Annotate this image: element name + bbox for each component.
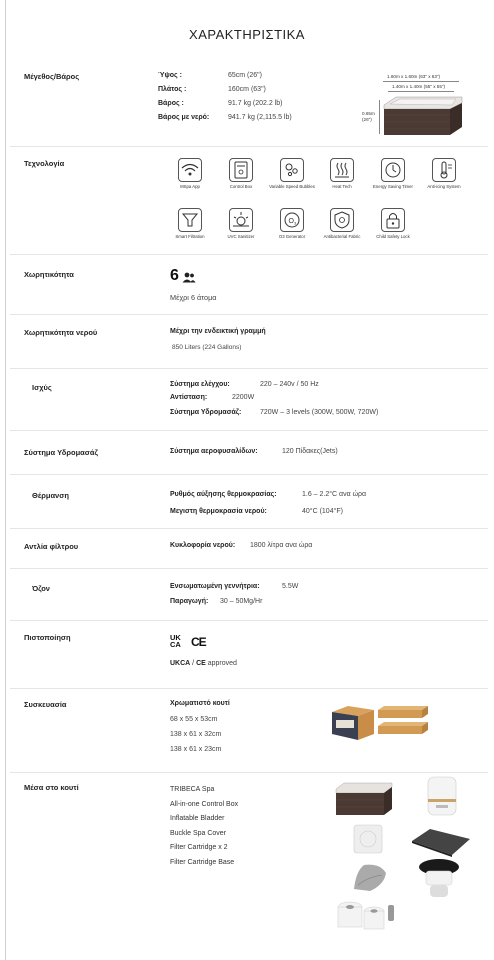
inbox-item: Filter Cartridge Base — [170, 859, 235, 866]
spa-tub-image — [334, 781, 394, 817]
weight-water-key: Βάρος με νερό: — [158, 114, 210, 121]
packaging-label: Συσκευασία — [24, 700, 67, 709]
pump-label: Αντλία φίλτρου — [24, 542, 79, 551]
technology-caption: Smart Filtration — [175, 234, 205, 239]
technology-caption: Child Safety Lock — [376, 234, 410, 239]
technology-caption: Variable Speed Bubbles — [269, 184, 315, 189]
massage-value: 120 Πίδακες(Jets) — [282, 448, 338, 455]
dim-outer-line — [383, 81, 459, 82]
antibacterial-icon — [330, 208, 354, 232]
technology-label: Τεχνολογία — [24, 159, 65, 168]
heating-label: Θέρμανση — [32, 491, 69, 500]
cert-sep: / — [190, 660, 197, 667]
control-box-icon — [229, 158, 253, 182]
ukca-text: UKCA — [170, 660, 191, 667]
massage-key: Σύστημα αεροφυσαλίδων: — [170, 448, 258, 455]
lock-icon — [381, 208, 405, 232]
dim-inner-label: 1.40m x 1.40m (55" x 55") — [392, 84, 446, 89]
capacity-label: Χωρητικότητα — [24, 270, 74, 279]
technology-caption: Control Box — [229, 184, 253, 189]
section-pump — [10, 528, 488, 569]
ozone-label: Όζον — [32, 584, 50, 593]
ozone-icon — [280, 208, 304, 232]
floating-ozone-device-image — [416, 857, 462, 901]
dim-outer-label: 1.60m x 1.60m (63" x 63") — [387, 74, 441, 79]
section-certification — [10, 620, 488, 689]
wifi-icon — [178, 158, 202, 182]
ukca-mark-text: UK CA — [170, 633, 181, 650]
water-label: Χωρητικότητα νερού — [24, 328, 98, 337]
ukca-mark — [170, 634, 188, 648]
weight-key: Βάρος : — [158, 100, 184, 107]
section-water — [10, 314, 488, 369]
power-control-key: Σύστημα ελέγχου: — [170, 381, 230, 388]
ozone-generator-key: Ενσωματωμένη γεννήτρια: — [170, 583, 260, 590]
pump-value: 1800 λίτρα ανα ώρα — [250, 542, 313, 549]
page-title: ΧΑΡΑΚΤΗΡΙΣΤΙΚΑ — [189, 27, 305, 42]
spa-tub-drawing — [382, 95, 464, 137]
weight-value: 91.7 kg (202.2 lb) — [228, 100, 283, 107]
inbox-item: Filter Cartridge x 2 — [170, 844, 228, 852]
technology-caption: Heat Tech — [332, 184, 352, 189]
power-resistance-value: 2200W — [232, 394, 255, 401]
ozone-production-key: Παραγωγή: — [170, 598, 209, 605]
heating-max-key: Μεγιστη θερμοκρασία νερού: — [170, 508, 267, 515]
inbox-images — [330, 775, 480, 935]
inbox-label: Μέσα στο κουτί — [24, 783, 79, 792]
power-resistance-key: Αντίσταση: — [170, 394, 208, 401]
section-ozone — [10, 568, 488, 621]
height-key: Ύψος : — [158, 72, 182, 79]
control-box-image — [424, 775, 460, 817]
heating-rate-value: 1.6 – 2.2°C ανα ώρα — [302, 491, 367, 498]
approved-text: approved — [205, 660, 237, 667]
uvc-icon — [229, 208, 253, 232]
anti-icing-icon — [432, 158, 456, 182]
inbox-item: Buckle Spa Cover — [170, 829, 227, 837]
heating-max-value: 40°C (104°F) — [302, 508, 344, 515]
packaging-item: 138 x 61 x 32cm — [170, 731, 222, 738]
page-left-border — [5, 0, 6, 960]
inbox-item: Inflatable Bladder — [170, 815, 225, 823]
packaging-item: 68 x 55 x 53cm — [170, 716, 218, 723]
size-label: Μέγεθος/Βάρος — [24, 72, 80, 81]
pump-key: Κυκλοφορία νερού: — [170, 542, 236, 549]
filter-cartridge-base-image — [352, 823, 384, 855]
technology-caption: Antibacterial Fabric — [323, 234, 361, 239]
svg-text:O: O — [288, 218, 294, 225]
ozone-generator-value: 5.5W — [282, 583, 299, 590]
weight-water-value: 941.7 kg (2,115.5 lb) — [228, 114, 292, 121]
certification-text — [170, 660, 237, 667]
technology-caption: O3 Generator — [278, 234, 306, 239]
inbox-item: All-in-one Control Box — [170, 800, 239, 808]
height-value: 65cm (26") — [228, 72, 262, 79]
width-value: 160cm (63") — [228, 86, 266, 93]
inbox-item: TRIBECA Spa — [170, 786, 215, 793]
capacity-number: 6 — [170, 267, 179, 284]
svg-text:3: 3 — [294, 220, 297, 226]
ozone-production-value: 30 – 50Mg/Hr — [220, 598, 263, 605]
packaging-boxes-image — [330, 702, 430, 742]
section-capacity — [10, 254, 488, 315]
water-title: Μέχρι την ενδεικτική γραμμή — [170, 328, 266, 335]
width-key: Πλάτος : — [158, 86, 187, 93]
dim-height-line — [379, 100, 380, 134]
water-value: 850 Liters (224 Gallons) — [172, 344, 242, 351]
section-heating — [10, 474, 488, 529]
dim-inner-line — [388, 91, 454, 92]
dim-height-label: 0.65m (26") — [362, 111, 375, 122]
capacity-text: Μέχρι 6 άτομα — [170, 293, 217, 302]
massage-label: Σύστημα Υδρομασάζ — [24, 448, 98, 457]
certification-label: Πιστοποίηση — [24, 633, 71, 642]
technology-caption: Anti-icing System — [427, 184, 461, 189]
packaging-item: 138 x 61 x 23cm — [170, 746, 222, 753]
technology-caption: MSpa App — [180, 184, 200, 189]
filter-cartridges-image — [334, 899, 398, 933]
timer-icon — [381, 158, 405, 182]
technology-caption: Energy Saving Timer — [373, 184, 413, 189]
technology-caption: UVC Sanitizer — [227, 234, 255, 239]
bubbles-icon — [280, 158, 304, 182]
power-label: Ισχύς — [32, 383, 52, 392]
inflatable-bladder-image — [350, 859, 390, 895]
packaging-title: Χρωματιστό κουτί — [170, 700, 230, 707]
spa-cover-image — [410, 827, 472, 857]
ce-mark: CE — [191, 635, 206, 649]
people-icon — [182, 272, 196, 283]
heat-icon — [330, 158, 354, 182]
filtration-icon — [178, 208, 202, 232]
power-control-value: 220 – 240v / 50 Hz — [260, 381, 319, 388]
power-massage-key: Σύστημα Υδρομασάζ: — [170, 409, 242, 416]
heating-rate-key: Ρυθμός αύξησης θερμοκρασίας: — [170, 491, 277, 498]
spa-dimension-drawing — [360, 74, 470, 140]
ce-text: CE — [196, 660, 206, 667]
power-massage-value: 720W – 3 levels (300W, 500W, 720W) — [260, 409, 379, 416]
